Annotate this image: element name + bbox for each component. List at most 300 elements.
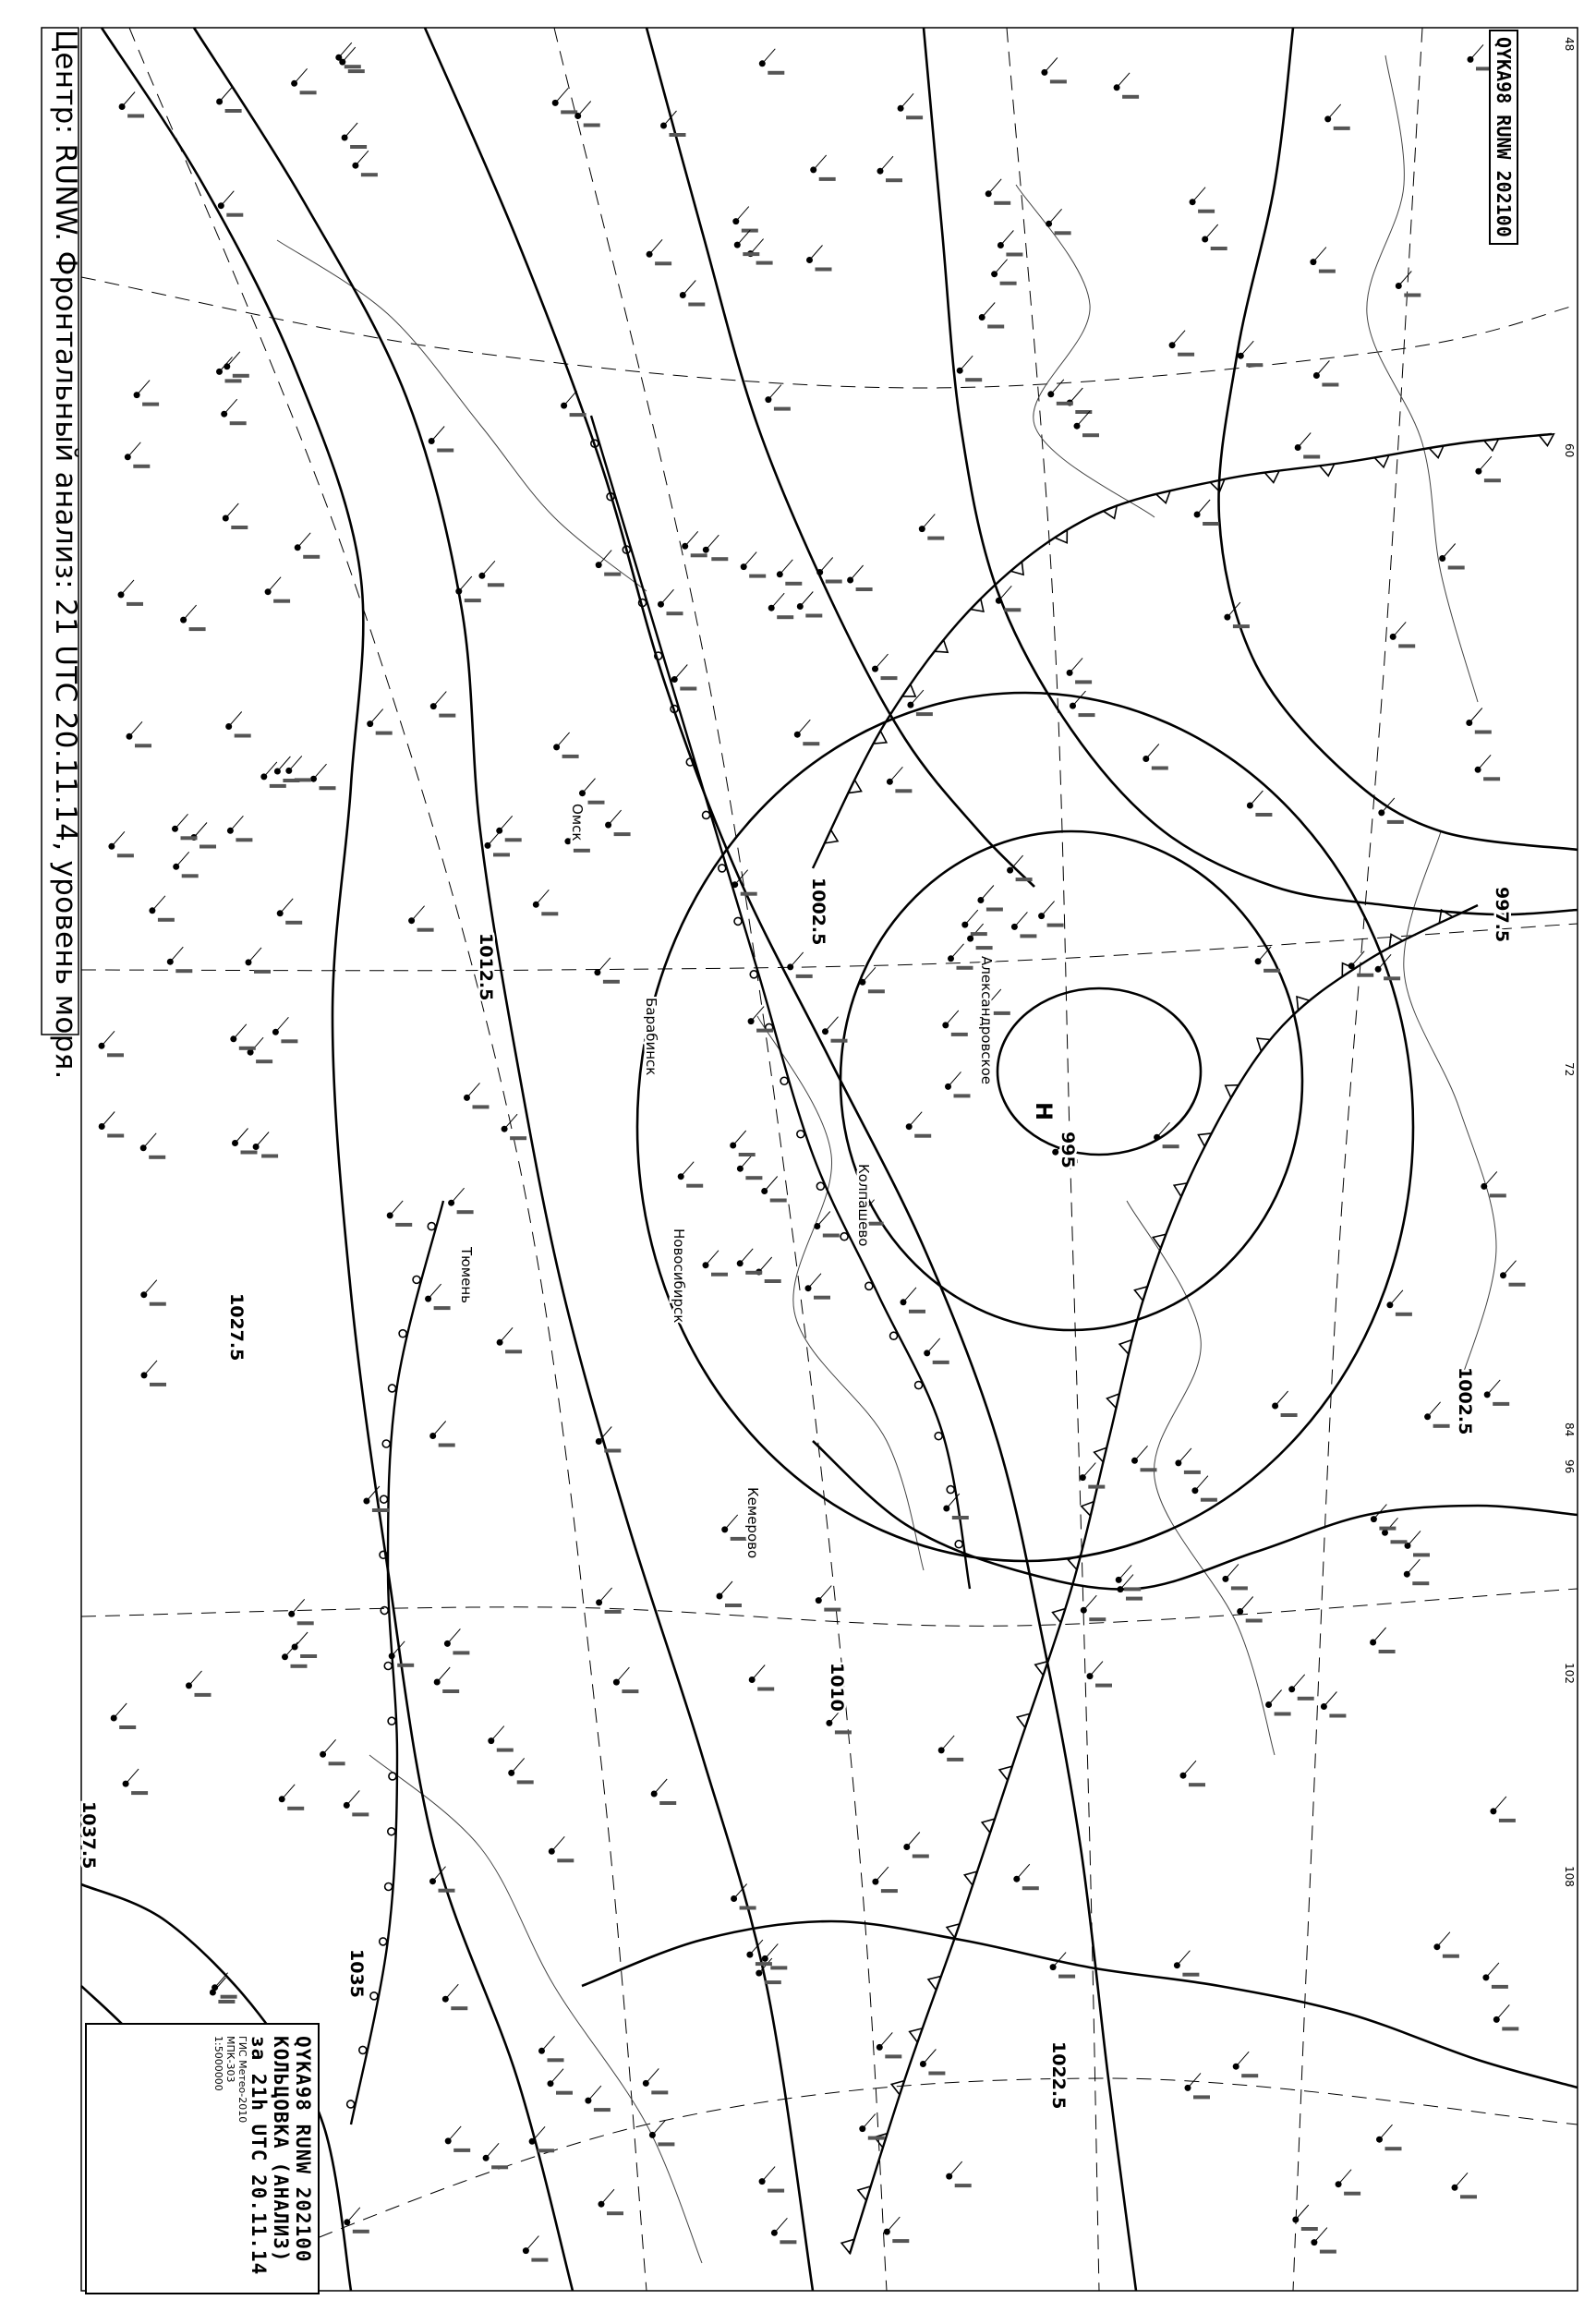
wind-barb (797, 720, 810, 734)
wind-barb (949, 1071, 961, 1086)
wind-barb (820, 558, 833, 573)
wind-barb (500, 1327, 513, 1342)
wind-barb (685, 531, 698, 546)
station-data (561, 110, 577, 114)
station-data (1412, 1581, 1429, 1585)
edge-tick-label: 102 (1563, 1663, 1576, 1684)
station-data (261, 1155, 278, 1158)
station-data (711, 557, 728, 561)
isobar-label: 1002.5 (808, 878, 828, 946)
front-semicircle (780, 1077, 788, 1084)
wind-barb (1179, 1448, 1191, 1463)
station-data (1246, 363, 1263, 367)
station-data (895, 789, 912, 793)
wind-barb (1313, 248, 1326, 262)
station-data (1193, 2095, 1210, 2099)
station-data (195, 1693, 212, 1697)
wind-barb (347, 2208, 360, 2222)
wind-barb (1000, 231, 1013, 246)
isobars (81, 28, 1578, 2291)
station-data (372, 1508, 389, 1512)
wind-barb (1428, 1402, 1441, 1417)
station-data (1255, 813, 1272, 817)
wind-barb (1017, 1864, 1030, 1879)
station-data (119, 1725, 136, 1729)
front-triangle (1210, 479, 1225, 491)
station-data (488, 583, 504, 587)
front-triangle (1226, 1085, 1239, 1098)
wind-barb (339, 42, 352, 57)
station-data (538, 2149, 554, 2152)
station-data (731, 1537, 747, 1541)
front-triangle (1429, 445, 1444, 457)
wind-barb (126, 1769, 139, 1784)
station-data (976, 946, 993, 950)
front-semicircle (385, 1883, 393, 1891)
wind-barb (1487, 1380, 1500, 1395)
station-data (297, 1621, 314, 1625)
wind-barb (649, 239, 662, 254)
station-data (361, 173, 378, 176)
wind-barb (810, 246, 823, 260)
isobar-line (647, 28, 1034, 887)
station-data (457, 1210, 474, 1214)
station-data (756, 1962, 772, 1966)
station-data (604, 1449, 621, 1453)
station-data (1460, 2195, 1477, 2198)
station-data (1184, 1471, 1201, 1474)
isobar-label: 1035 (346, 1949, 367, 1998)
station-data (605, 1610, 622, 1614)
wind-barb (751, 1007, 764, 1022)
station-data (256, 1059, 272, 1063)
station-data (1379, 1527, 1396, 1531)
wind-barb (445, 1984, 458, 1999)
wind-barb (941, 1736, 954, 1750)
wind-barb (880, 156, 893, 171)
station-data (1387, 820, 1404, 824)
front-triangle (891, 2081, 904, 2095)
wind-barb (988, 179, 1001, 194)
isobar-ring-middle (840, 831, 1302, 1330)
wind-barb (282, 1785, 295, 1799)
front-semicircle (719, 865, 726, 872)
front-semicircle (915, 1382, 923, 1389)
station-data (1344, 2192, 1360, 2196)
front-triangle (1156, 490, 1171, 503)
station-data (952, 1516, 969, 1519)
wind-barb (768, 385, 781, 400)
grid-line (129, 28, 647, 2291)
front-triangle (1374, 455, 1389, 467)
wind-barb (433, 1422, 446, 1436)
wind-barb (1298, 433, 1311, 448)
wind-barb (851, 565, 864, 580)
station-data (570, 413, 586, 417)
place-name: Колпашево (855, 1164, 872, 1247)
place-name: Новосибирск (671, 1229, 687, 1324)
wind-barb (1504, 1261, 1517, 1276)
wind-barb (751, 239, 764, 254)
station-data (517, 1780, 534, 1784)
wind-barb (314, 764, 327, 779)
station-data (453, 2149, 470, 2152)
low-pressure-letter: Н (1031, 1102, 1057, 1121)
wind-barb (706, 1251, 719, 1265)
station-data (107, 1053, 124, 1057)
station-data (913, 1855, 929, 1858)
isobar-label: 1010 (827, 1663, 847, 1712)
station-data (711, 1273, 728, 1277)
isobar-ring-inner (998, 988, 1201, 1155)
station-data (741, 892, 757, 896)
wind-barb (1393, 622, 1406, 636)
wind-barb (927, 1338, 940, 1353)
station-data (1322, 383, 1338, 387)
wind-barb (1183, 1761, 1196, 1775)
station-data (1433, 1424, 1450, 1428)
station-data (868, 989, 885, 993)
station-data (548, 2058, 564, 2062)
station-data (756, 1029, 773, 1033)
wind-barb (1236, 2052, 1249, 2066)
wind-barb (774, 2218, 787, 2233)
station-data (614, 832, 631, 836)
wind-barb (512, 1758, 525, 1773)
station-data (831, 1039, 848, 1043)
station-data (1385, 2147, 1402, 2150)
station-data (417, 928, 434, 932)
wind-barb (429, 1284, 441, 1299)
front-semicircle (347, 2100, 355, 2108)
station-data (1334, 127, 1350, 130)
wind-barb (143, 1133, 156, 1148)
station-data (557, 1858, 574, 1862)
wind-barb (909, 1112, 922, 1127)
wind-barb (1195, 1476, 1208, 1491)
front-semicircle (381, 1495, 388, 1503)
front-triangle (1055, 529, 1067, 542)
front-triangle (982, 1819, 995, 1833)
wind-barb (765, 1177, 778, 1192)
wind-barb (452, 1188, 465, 1203)
wind-barb (1042, 902, 1055, 916)
stamp-code: QYKA98 RUNW 202100 (292, 2036, 314, 2263)
station-data (350, 145, 367, 149)
station-data (1163, 1144, 1179, 1148)
station-data (1475, 731, 1492, 734)
wind-barb (224, 399, 237, 414)
front-semicircle (388, 1717, 395, 1725)
wind-barb (152, 896, 165, 911)
wind-barb (1172, 331, 1185, 345)
wind-barb (194, 823, 207, 838)
station-data (352, 1812, 369, 1816)
wind-barb (346, 1790, 359, 1805)
wind-barb (175, 814, 188, 829)
wind-barb (390, 1201, 403, 1216)
front-semicircle (816, 1182, 824, 1190)
station-data (434, 1306, 451, 1310)
station-data (774, 407, 791, 411)
station-data (1057, 402, 1073, 406)
wind-barb (297, 533, 310, 548)
wind-barb (744, 552, 756, 567)
wind-barb (1316, 361, 1329, 376)
wind-barb (1226, 1564, 1239, 1579)
front-semicircle (370, 1992, 378, 2000)
wind-barb (295, 1632, 308, 1647)
station-data (1082, 433, 1099, 437)
wind-barb (1049, 209, 1062, 224)
wind-barb (759, 1257, 772, 1272)
wind-barb (229, 712, 242, 727)
station-data (149, 1156, 165, 1159)
stamp-time: за 21h UTC 20.11.14 (247, 2036, 270, 2276)
station-data (691, 553, 707, 557)
edge-tick-label: 60 (1563, 443, 1576, 458)
wind-barb (1469, 708, 1482, 723)
station-data (295, 778, 311, 781)
station-data (1303, 455, 1320, 459)
station-data (927, 537, 944, 540)
station-data (814, 1296, 830, 1300)
river-line (1367, 55, 1478, 702)
place-name: Омск (569, 804, 586, 841)
isobar-label: 1022.5 (1048, 2041, 1069, 2110)
station-data (740, 1907, 756, 1910)
front-semicircle (359, 2046, 367, 2053)
isobar-label: 1012.5 (476, 933, 496, 1001)
station-data (175, 969, 192, 973)
edge-tick-label: 96 (1563, 1459, 1576, 1474)
station-data (881, 1889, 898, 1893)
wind-barb (491, 1726, 504, 1741)
front-semicircle (381, 1607, 388, 1615)
wind-barb (762, 49, 775, 64)
station-data (1233, 624, 1250, 628)
front-triangle (1017, 1713, 1030, 1727)
map-title: Центр: RUNW. Фронтальный анализ: 21 UTC 20.11.14, уровень моря. (49, 30, 82, 1080)
wind-barb (1120, 1575, 1133, 1590)
station-data (200, 845, 216, 849)
wind-barb (1437, 1932, 1450, 1947)
wind-barb (800, 592, 813, 607)
grid-line (81, 277, 1578, 388)
wind-barb (609, 810, 622, 825)
wind-barb (1188, 2073, 1201, 2088)
station-data (1413, 1553, 1430, 1556)
station-data (142, 403, 159, 406)
wind-barb (112, 831, 125, 846)
station-data (1126, 1597, 1143, 1601)
wind-barb (971, 924, 984, 938)
front-triangle (910, 2028, 923, 2042)
station-data (1178, 353, 1194, 357)
wind-barb (887, 2217, 900, 2232)
station-data (1357, 974, 1373, 977)
station-data (680, 687, 696, 691)
station-data (667, 611, 683, 615)
station-data (348, 69, 365, 73)
wind-barb (1443, 544, 1456, 559)
wind-barb (1478, 755, 1491, 769)
wind-barb (1324, 1692, 1336, 1707)
wind-barb (227, 352, 240, 367)
wind-barb (1338, 2170, 1351, 2185)
front-semicircle (890, 1332, 898, 1339)
station-data (1124, 1587, 1141, 1591)
wind-barb (725, 1515, 738, 1530)
stamp-type: КОЛЬЦОВКА (АНАЛИЗ) (269, 2036, 292, 2263)
isobar-label: 1037.5 (79, 1801, 99, 1870)
station-data (473, 1105, 490, 1108)
wind-barb (1205, 224, 1218, 239)
wind-barb (1117, 73, 1130, 88)
wind-barb (551, 1836, 564, 1851)
wind-barb (951, 944, 964, 959)
station-data (757, 1688, 774, 1691)
station-data (933, 1361, 949, 1364)
station-data (743, 252, 759, 256)
wind-barb (486, 2143, 499, 2158)
front-semicircle (389, 1773, 396, 1780)
wind-barb (922, 514, 935, 529)
station-data (127, 115, 144, 118)
station-data (955, 2184, 972, 2187)
place-name: Кемерово (744, 1487, 761, 1559)
wind-barb (189, 1671, 202, 1686)
wind-barb (616, 1667, 629, 1682)
station-data (914, 1134, 931, 1138)
station-data (588, 801, 605, 805)
wind-barb (447, 1628, 460, 1643)
wind-barb (234, 1024, 247, 1039)
station-data (928, 2072, 945, 2076)
station-data (868, 2137, 885, 2140)
station-data (796, 974, 813, 978)
wind-barb (343, 47, 356, 62)
wind-barb (268, 577, 281, 592)
station-data (439, 1889, 455, 1893)
station-data (353, 2230, 369, 2233)
isobar-label: 997.5 (1492, 887, 1512, 943)
station-data (1396, 1313, 1412, 1316)
wind-barb (437, 1667, 450, 1682)
station-data (1384, 976, 1400, 980)
station-data (270, 784, 286, 788)
station-data (225, 109, 242, 113)
edge-tick-label: 108 (1563, 1866, 1576, 1887)
wind-barb (550, 2069, 563, 2084)
station-data (670, 133, 686, 137)
wind-barb (998, 586, 1011, 600)
wind-barb (144, 1280, 157, 1295)
station-data (182, 874, 199, 878)
station-data (493, 853, 510, 856)
wind-barb (762, 2167, 775, 2182)
station-data (1281, 1413, 1298, 1417)
station-data (1492, 1985, 1508, 1989)
edge-tick-label: 84 (1563, 1422, 1576, 1437)
isobar-line (194, 28, 813, 2291)
station-data (835, 1730, 852, 1734)
wind-barb (1082, 1463, 1095, 1478)
wind-barb (448, 2126, 461, 2141)
wind-barb (215, 1973, 228, 1988)
wind-barb (780, 560, 792, 575)
station-data (768, 2189, 784, 2193)
station-data (1006, 253, 1022, 257)
wind-barb (1090, 1662, 1103, 1677)
wind-barb (583, 779, 596, 793)
station-data (1275, 1713, 1291, 1716)
station-data (584, 124, 600, 127)
station-data (1329, 1714, 1346, 1718)
station-data (1493, 1402, 1509, 1406)
station-data (688, 303, 705, 307)
station-data (1404, 294, 1421, 297)
station-data (965, 378, 982, 381)
station-data (451, 2006, 467, 2010)
wind-barb (863, 2114, 876, 2129)
wind-barb (122, 92, 135, 107)
front-semicircle (935, 1433, 942, 1440)
station-data (107, 1134, 124, 1138)
station-data (604, 573, 621, 576)
station-data (1231, 1586, 1248, 1590)
isobar-ring-outer (637, 693, 1413, 1561)
front-triangle (999, 1766, 1012, 1780)
front-semicircle (389, 1385, 396, 1392)
wind-barb (345, 123, 357, 138)
station-data (994, 1011, 1010, 1015)
station-data (805, 614, 822, 618)
station-data (826, 580, 842, 584)
station-data (1055, 231, 1071, 235)
place-name: Тюмень (458, 1247, 475, 1303)
grid-line (554, 28, 887, 2291)
station-data (1201, 1498, 1217, 1502)
station-data (856, 587, 873, 591)
wind-barb (295, 68, 308, 83)
station-data (819, 177, 836, 181)
wind-barb (137, 381, 150, 395)
station-data (442, 1689, 459, 1693)
station-data (951, 1033, 968, 1036)
station-data (1398, 644, 1415, 648)
wind-barb (876, 1867, 889, 1882)
station-data (291, 1664, 308, 1668)
wind-barb (1486, 1963, 1499, 1978)
wind-barb (170, 947, 183, 962)
front-cold (850, 905, 1478, 2254)
river-line (369, 1755, 702, 2263)
station-data (739, 1153, 756, 1156)
station-data (1004, 608, 1021, 611)
station-data (231, 526, 248, 529)
wind-barb (1385, 1518, 1398, 1532)
wind-barb (765, 1943, 778, 1958)
front-triangle (841, 2239, 854, 2253)
wind-barb (176, 852, 189, 866)
front-semicircle (734, 917, 742, 925)
wind-barb (588, 2086, 601, 2100)
map-border (81, 28, 1578, 2291)
front-semicircle (399, 1330, 406, 1338)
station-data (745, 1176, 762, 1180)
wind-barb (1407, 1559, 1420, 1574)
